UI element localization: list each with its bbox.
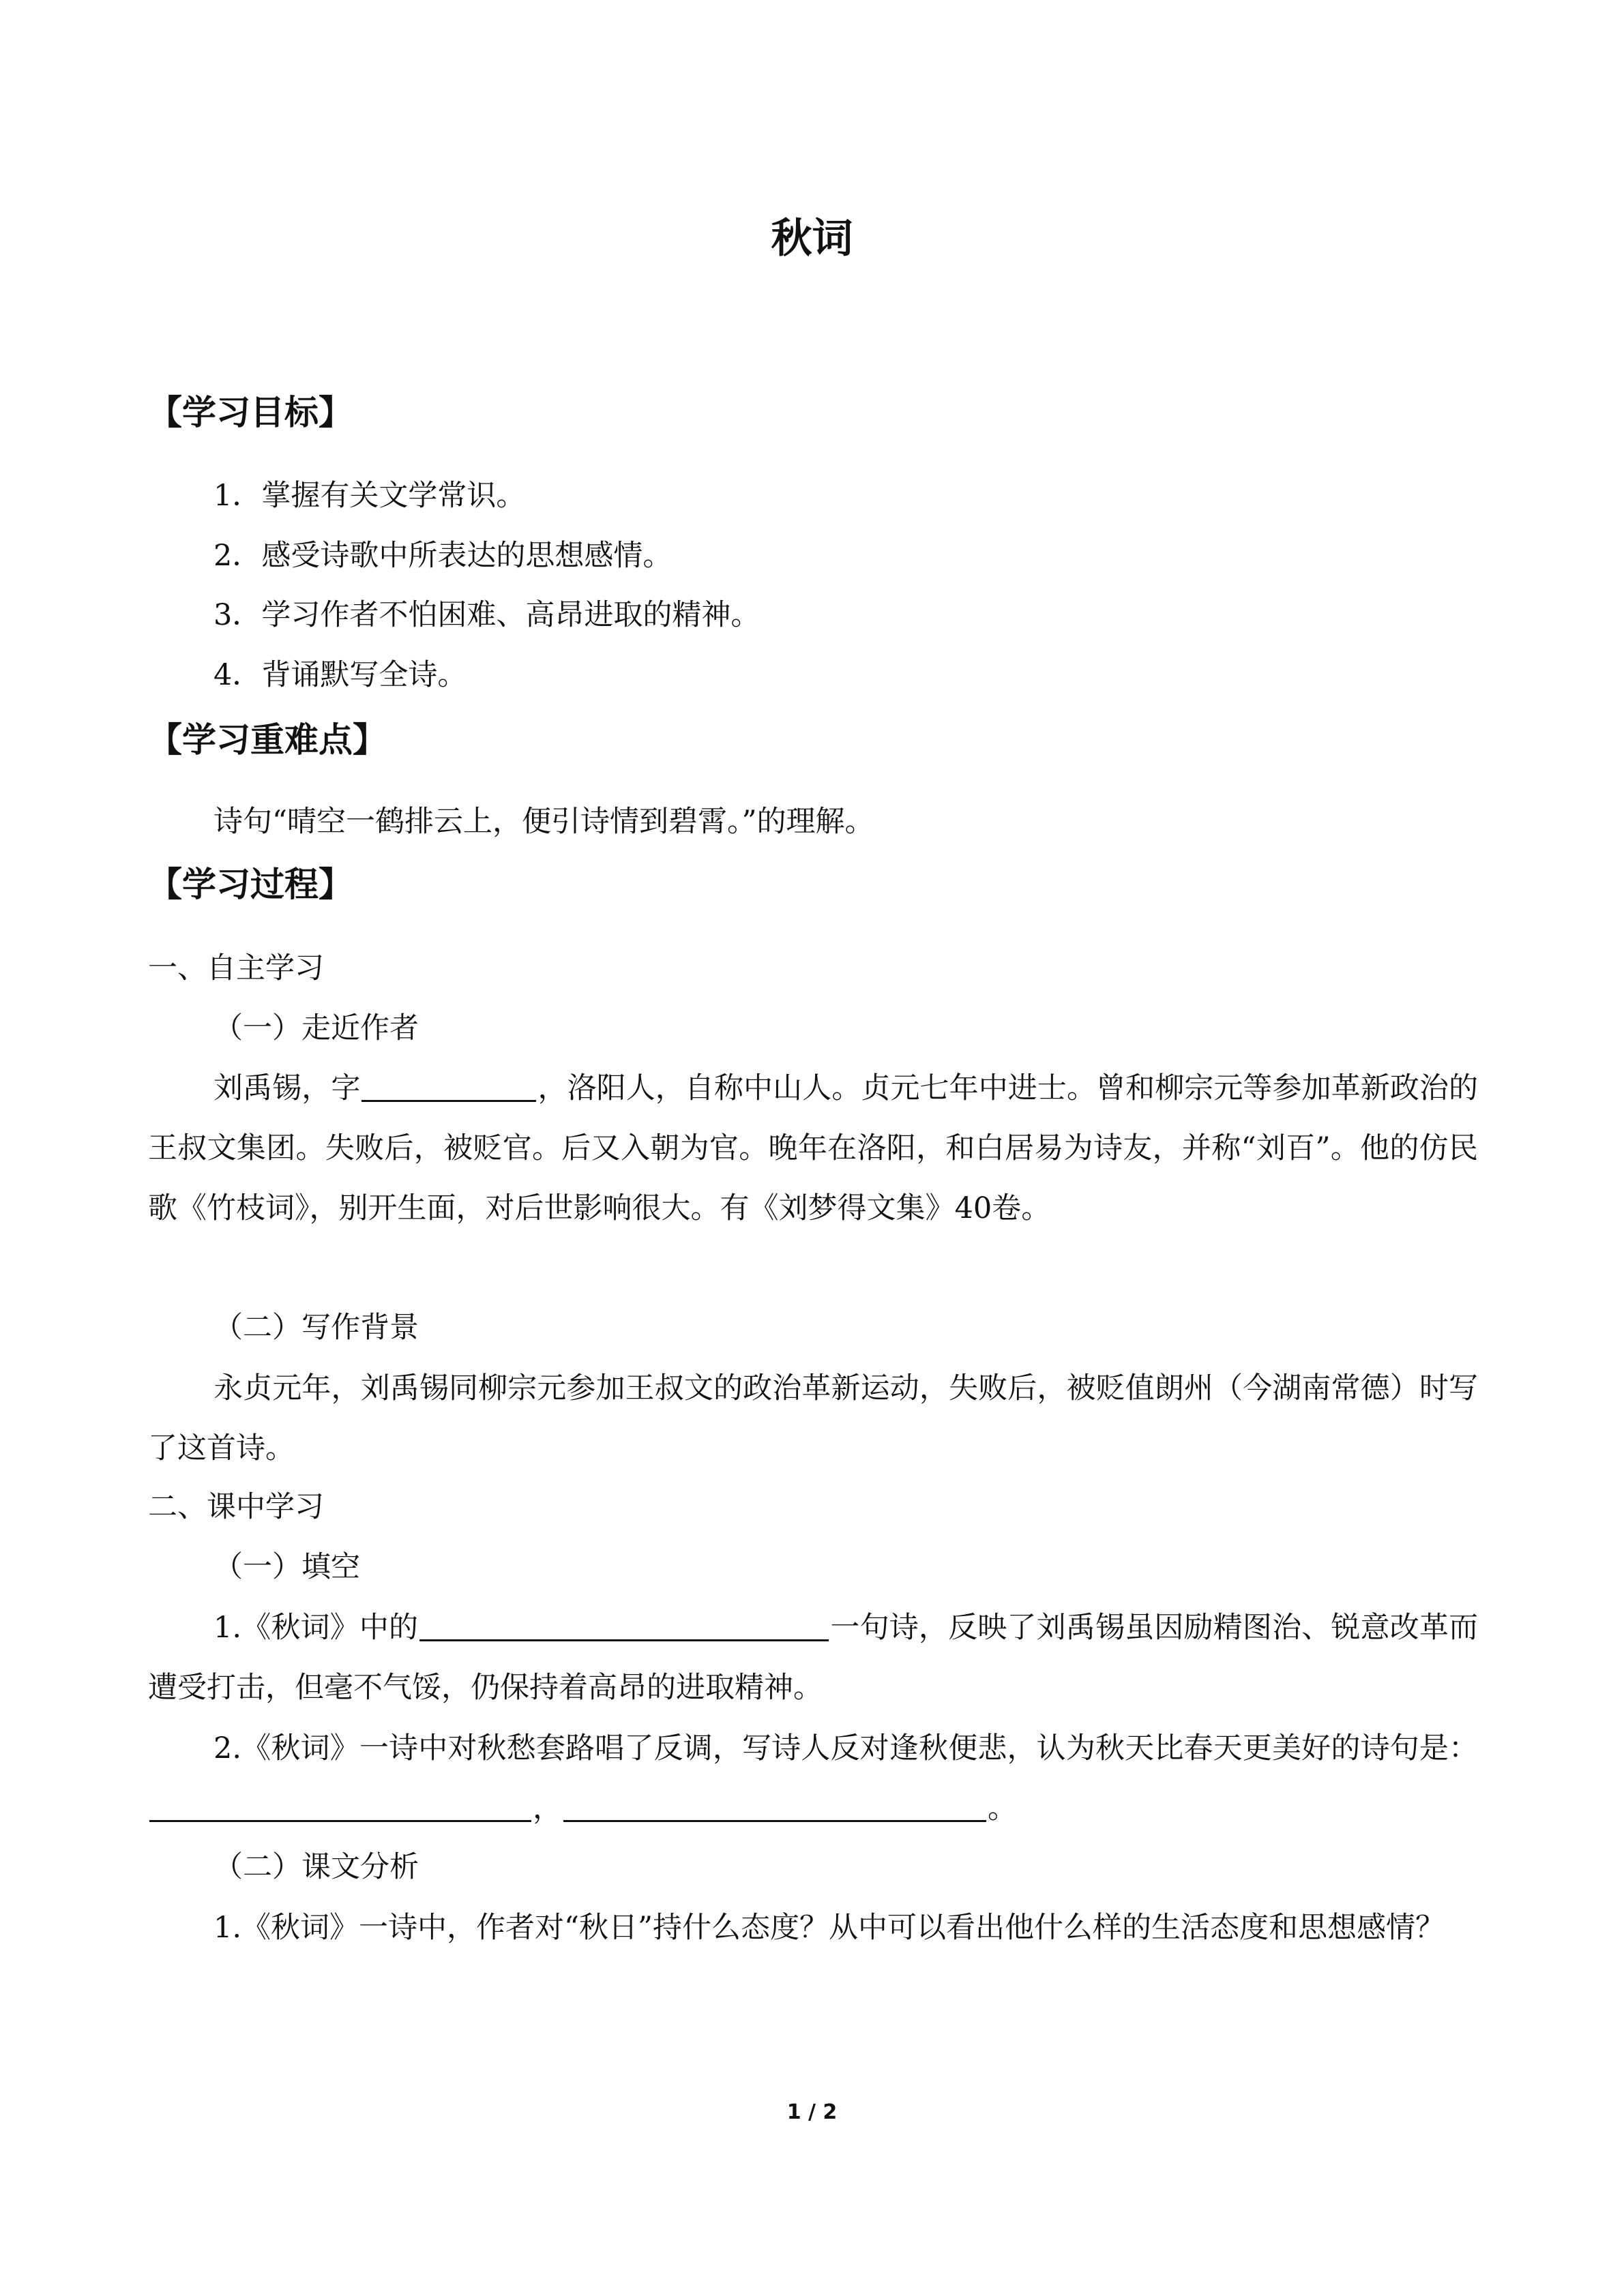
courtesy-name-blank[interactable] [361,1070,536,1102]
part2-label: 二、课中学习 [148,1490,324,1524]
goal-item-4: 4．背诵默写全诗。 [213,658,467,692]
author-intro-text-before: 刘禹锡，字 [213,1071,361,1105]
process-heading: 【学习过程】 [148,865,353,904]
goal-item-3: 3．学习作者不怕困难、高昂进取的精神。 [213,598,761,632]
analysis-question-1: 1.《秋词》一诗中，作者对“秋日”持什么态度？从中可以看出他什么样的生活态度和思想感情？ [213,1911,1445,1945]
fill-question-2 [148,1718,1478,1838]
key-points-heading: 【学习重难点】 [148,720,387,760]
fill-q1-text-after: 一句诗，反映了刘禹锡虽因励精图治、锐意改革而遭受打击，但毫不气馁，仍保持着高昂的进取精神。 [148,1611,1479,1705]
part1-sub2-label: （二）写作背景 [213,1311,419,1345]
page-number: 1 / 2 [786,2100,838,2124]
goal-item-2: 2．感受诗歌中所表达的思想感情。 [213,539,673,573]
fill-q1-text-before: 1.《秋词》中的 [213,1611,419,1645]
fill-q2-separator: ， [533,1791,562,1825]
fill-q2-end: 。 [988,1791,1017,1825]
part1-sub1-label: （一）走近作者 [213,1011,419,1045]
fill-question-1 [148,1598,1478,1718]
part2-sub1-label: （一）填空 [213,1550,360,1584]
page-title: 秋词 [771,215,853,263]
key-points-text: 诗句“晴空一鹤排云上，便引诗情到碧霄。”的理解。 [213,805,874,839]
fill-q2-text-before: 2.《秋词》一诗中对秋愁套路唱了反调，写诗人反对逢秋便悲，认为秋天比春天更美好的诗句是： [213,1731,1478,1765]
fill-q1-blank[interactable] [419,1609,829,1641]
goal-item-1: 1．掌握有关文学常识。 [213,479,526,513]
author-intro-text-after: ，洛阳人，自称中山人。贞元七年中进士。曾和柳宗元等参加革新政治的王叔文集团。失败后，被贬官。后又入朝为官。晚年在洛阳，和白居易为诗友，并称“刘百”。他的仿民歌《竹枝词》，别开生面，对后世影响很大。有《刘梦得文集》40卷。 [148,1071,1479,1225]
author-intro-paragraph [148,1058,1478,1238]
goals-heading: 【学习目标】 [148,393,353,432]
fill-q2-blank-1[interactable] [149,1790,531,1822]
fill-q2-blank-2[interactable] [563,1790,986,1822]
part2-sub2-label: （二）课文分析 [213,1850,419,1884]
background-paragraph: 永贞元年，刘禹锡同柳宗元参加王叔文的政治革新运动，失败后，被贬值朗州（今湖南常德）时写了这首诗。 [148,1371,1478,1465]
part1-label: 一、自主学习 [148,951,324,985]
